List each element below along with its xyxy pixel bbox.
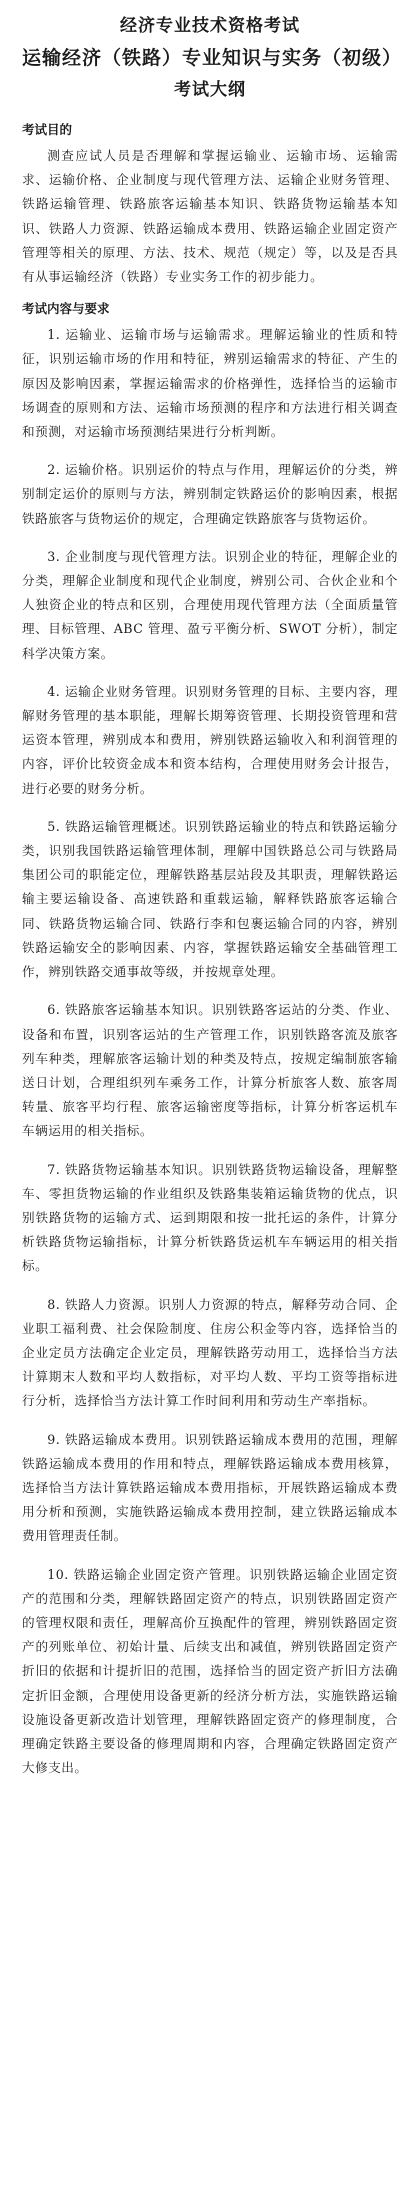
requirement-item-7: 7. 铁路货物运输基本知识。识别铁路货物运输设备，理解整车、零担货物运输的作业组织及铁路集装箱运输货物的优点，识别铁路货物的运输方式、运到期限和按一批托运的条件，计算分析铁路货物运输指标，计算分析铁路货运机车车辆运用的相关指标。 bbox=[22, 1161, 398, 1274]
section-heading-purpose: 考试目的 bbox=[22, 122, 73, 137]
requirement-item-4: 4. 运输企业财务管理。识别财务管理的目标、主要内容，理解财务管理的基本职能，理解长期筹资管理、长期投资管理和营运资本管理，辨别成本和费用，辨别铁路运输收入和利润管理的内容，评价比较资金成本和资本结构，合理使用财务会计报告，进行必要的财务分析。 bbox=[22, 683, 398, 796]
title-line-3: 考试大纲 bbox=[174, 80, 246, 100]
title-block bbox=[22, 10, 403, 106]
requirement-item-10: 10. 铁路运输企业固定资产管理。识别铁路运输企业固定资产的范围和分类，理解铁路固定资产的特点，识别铁路固定资产的管理权限和责任，理解高价互换配件的管理，辨别铁路固定资产的列账单位、初始计量、后续支出和减值，辨别铁路固定资产折旧的依据和计提折旧的范围，选择恰当的固定资产折旧方法确定折旧金额，合理使用设备更新的经济分析方法，实施铁路运输设施设备更新改造计划管理，理解铁路固定资产的修理制度，合理确定铁路主要设备的修理周期和内容，合理确定铁路固定资产大修支出。 bbox=[22, 1566, 398, 1776]
title-line-1: 经济专业技术资格考试 bbox=[120, 16, 300, 36]
requirement-item-6: 6. 铁路旅客运输基本知识。识别铁路客运站的分类、作业、设备和布置，识别客运站的生产管理工作，识别铁路客流及旅客列车种类，理解旅客运输计划的种类及特点，按规定编制旅客输送日计划，合理组织列车乘务工作，计算分析旅客人数、旅客周转量、旅客平均行程、旅客运输密度等指标，计算分析客运机车车辆运用的相关指标。 bbox=[22, 1002, 398, 1139]
purpose-paragraph: 测查应试人员是否理解和掌握运输业、运输市场、运输需求、运输价格、企业制度与现代管理方法、运输企业财务管理、铁路运输管理、铁路旅客运输基本知识、铁路货物运输基本知识、铁路人力资源、铁路运输成本费用、铁路运输企业固定资产管理等相关的原理、方法、技术、规范（规定）等，以及是否具有从事运输经济（铁路）专业实务工作的初步能力。 bbox=[22, 148, 398, 285]
requirement-item-1: 1. 运输业、运输市场与运输需求。理解运输业的性质和特征，识别运输市场的作用和特征，辨别运输需求的特征、产生的原因及影响因素，掌握运输需求的价格弹性，选择恰当的运输市场调查的原则和方法、运输市场预测的程序和方法进行相关调查和预测，对运输市场预测结果进行分析判断。 bbox=[22, 327, 398, 440]
section-heading-requirements: 考试内容与要求 bbox=[22, 301, 110, 317]
requirement-item-5: 5. 铁路运输管理概述。识别铁路运输业的特点和铁路运输分类，识别我国铁路运输管理体制，理解中国铁路总公司与铁路局集团公司的职能定位，理解铁路基层站段及其职责，理解铁路运输主要运输设备、高速铁路和重载运输，解释铁路旅客运输合同、铁路货物运输合同、铁路行李和包裹运输合同的内容，辨别铁路运输安全的影响因素、内容，掌握铁路运输安全基础管理工作，辨别铁路交通事故等级，并按规章处理。 bbox=[22, 818, 398, 980]
requirement-item-9: 9. 铁路运输成本费用。识别铁路运输成本费用的范围，理解铁路运输成本费用的作用和特点，理解铁路运输成本费用核算，选择恰当方法计算铁路运输成本费用指标，开展铁路运输成本费用分析和预测，实施铁路运输成本费用控制，建立铁路运输成本费用管理责任制。 bbox=[22, 1431, 398, 1544]
title-line-2: 运输经济（铁路）专业知识与实务（初级） bbox=[22, 47, 403, 69]
requirement-item-2: 2. 运输价格。识别运价的特点与作用，理解运价的分类，辨别制定运价的原则与方法，辨别制定铁路运价的影响因素，根据铁路旅客与货物运价的规定，合理确定铁路旅客与货物运价。 bbox=[22, 462, 398, 526]
requirement-item-3: 3. 企业制度与现代管理方法。识别企业的特征，理解企业的分类，理解企业制度和现代企业制度，辨别公司、合伙企业和个人独资企业的特点和区别，合理使用现代管理方法（全面质量管理、目标管理、ABC 管理、盈亏平衡分析、SWOT 分析），制定科学决策方案。 bbox=[22, 548, 398, 661]
requirement-item-8: 8. 铁路人力资源。识别人力资源的特点，解释劳动合同、企业职工福利费、社会保险制度、住房公积金等内容，选择恰当的企业定员方法确定企业定员，理解铁路劳动用工，选择恰当方法计算期末人数和平均人数指标，对平均人数、平均工资等指标进行分析，选择恰当方法计算工作时间利用和劳动生产率指标。 bbox=[22, 1296, 398, 1409]
